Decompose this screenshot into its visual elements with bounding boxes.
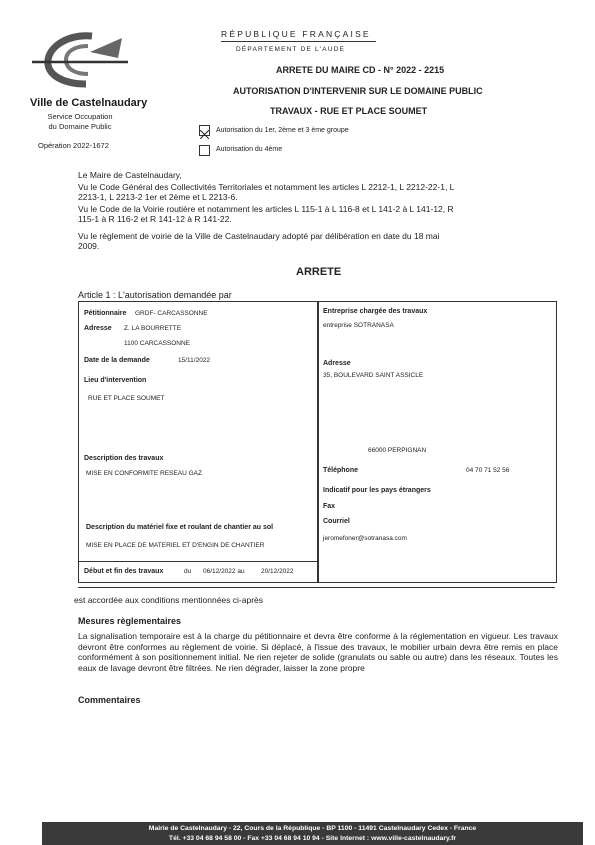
lieu-value: RUE ET PLACE SOUMET: [88, 395, 165, 402]
courriel-label: Courriel: [323, 518, 350, 525]
arrete-title: ARRETE: [296, 266, 342, 278]
city-name: Ville de Castelnaudary: [30, 97, 148, 109]
checkbox-groupe-1-3[interactable]: [199, 125, 210, 136]
entreprise-adresse-value: 35, BOULEVARD SAINT ASSICLE: [323, 372, 424, 379]
adresse-line2: 1100 CARCASSONNE: [124, 340, 190, 347]
preamble-line: 2009.: [78, 241, 100, 251]
materiel-value: MISE EN PLACE DE MATERIEL ET D'ENGIN DE CHANTIER: [86, 542, 265, 549]
preamble-line: Vu le Code Général des Collectivités Territoriales et notamment les articles L 2212-1, L 2212-22-1, L: [78, 182, 455, 192]
rep-underline: [221, 41, 376, 42]
materiel-label: Description du matériel fixe et roulant de chantier au sol: [86, 524, 274, 531]
operation-number: Opération 2022-1672: [38, 141, 109, 150]
preamble-line: 2213-1, L 2213-2 1er et 2ème et L 2213-6.: [78, 192, 238, 202]
dates-divider: [78, 561, 317, 562]
article-1: Article 1 : L'autorisation demandée par: [78, 290, 232, 300]
entreprise-label: Entreprise chargée des travaux: [323, 308, 428, 315]
fax-label: Fax: [323, 503, 336, 510]
debut-value: 06/12/2022 au: [203, 568, 245, 575]
date-label: Date de la demande: [84, 357, 150, 364]
adresse-label: Adresse: [84, 325, 112, 332]
description-label: Description des travaux: [84, 455, 164, 462]
checkbox-label-groupe-1-3: Autorisation du 1er, 2ème et 3 ème groupe: [216, 127, 349, 134]
preamble-line: 115-1 à R 116-2 et R 141-12 à R 141-22.: [78, 214, 232, 224]
commentaires-title: Commentaires: [78, 695, 141, 705]
check-x-icon: [200, 130, 209, 139]
courriel-value: jeromefoner@sotranasa.com: [323, 535, 407, 542]
fin-value: 20/12/2022: [261, 568, 294, 575]
city-logo: [30, 30, 130, 90]
debut-label: Début et fin des travaux: [84, 568, 164, 575]
date-value: 15/11/2022: [178, 357, 211, 364]
box-bottom-line: [78, 587, 555, 588]
indicatif-label: Indicatif pour les pays étrangers: [323, 487, 431, 494]
service-name: Service Occupation du Domaine Public: [47, 112, 113, 131]
entreprise-value: entreprise SOTRANASA: [323, 322, 394, 329]
republique-heading: RÉPUBLIQUE FRANÇAISE: [221, 29, 371, 39]
mesures-title: Mesures règlementaires: [78, 616, 182, 626]
arrete-number: ARRETE DU MAIRE CD - N° 2022 - 2215: [276, 65, 445, 75]
accordee-text: est accordée aux conditions mentionnées ci-après: [74, 595, 263, 605]
mesures-text: La signalisation temporaire est à la charge du pétitionnaire et devra être conforme à la réglementation en vigueur. Les travaux devront être conformes au règlement de voirie. Si déplacé, à l'issue des travaux, le mobilier urbain devra être remis en place conformément à son positionnement initial. Ne rien rejeter de solide (granulats ou sable ou autre) dans les réseaux. Toutes les eaux de lavage devront être filtrées. Ne rien dégrader, laisser la zone propre: [78, 631, 558, 673]
lieu-label: Lieu d'intervention: [84, 377, 147, 384]
entreprise-adresse-label: Adresse: [323, 360, 351, 367]
preamble-line: Vu le règlement de voirie de la Ville de Castelnaudary adopté par délibération en date du 18 mai: [78, 231, 440, 241]
telephone-value: 04 70 71 52 56: [466, 467, 510, 474]
adresse-line1: Z. LA BOURRETTE: [124, 325, 182, 332]
preamble-line: Le Maire de Castelnaudary,: [78, 170, 182, 180]
entreprise-ville: 66000 PERPIGNAN: [368, 447, 427, 454]
checkbox-label-groupe-4: Autorisation du 4ème: [216, 146, 283, 153]
autorisation-title: AUTORISATION D'INTERVENIR SUR LE DOMAINE PUBLIC: [233, 86, 483, 96]
checkbox-groupe-4[interactable]: [199, 145, 210, 156]
departement-heading: DÉPARTEMENT DE L'AUDE: [236, 46, 346, 53]
travaux-title: TRAVAUX - RUE ET PLACE SOUMET: [270, 106, 428, 116]
footer-address: Mairie de Castelnaudary - 22, Cours de la République - BP 1100 - 11491 Castelnaudary Cedex - France: [148, 825, 477, 832]
description-value: MISE EN CONFORMITE RESEAU GAZ: [86, 470, 202, 477]
telephone-label: Téléphone: [323, 467, 359, 474]
preamble-line: Vu le Code de la Voirie routière et notamment les articles L 115-1 à L 116-8 et L 141-2 à L 141-12, R: [78, 204, 454, 214]
petitionnaire-label: Pétitionnaire: [84, 310, 127, 317]
petitionnaire-box: [78, 301, 319, 583]
footer-contact: Tél. +33 04 68 94 58 00 - Fax +33 04 68 94 10 94 - Site Internet : www.ville-castelnaudary.fr: [168, 835, 457, 842]
petitionnaire-value: GRDF- CARCASSONNE: [135, 310, 208, 317]
du-label: du: [184, 568, 192, 575]
